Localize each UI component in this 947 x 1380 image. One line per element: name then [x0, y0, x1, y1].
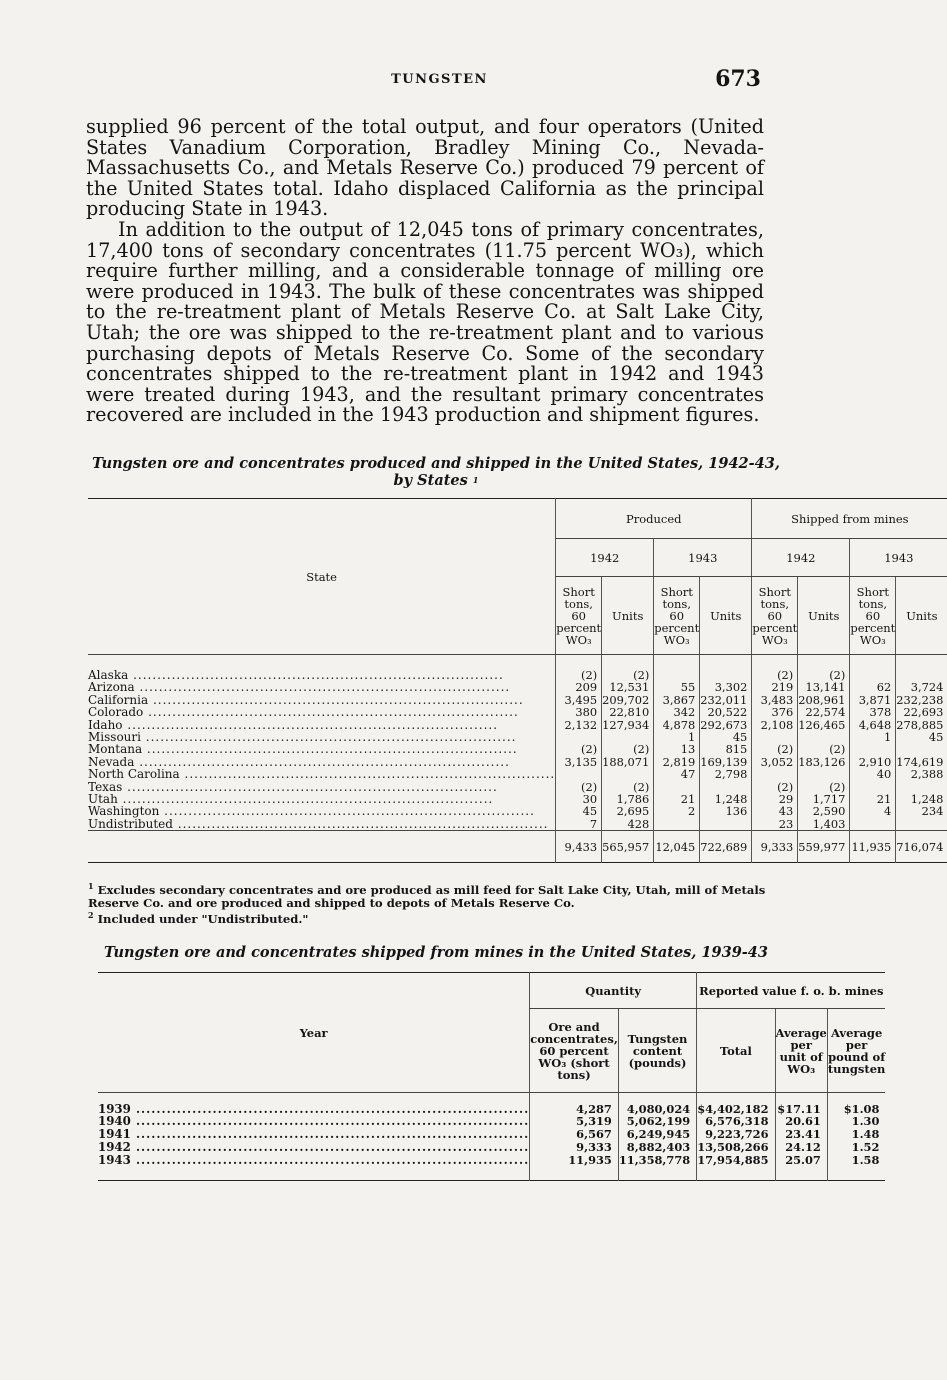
table-cell: 6,576,318	[697, 1115, 775, 1128]
table-cell: 378	[850, 706, 896, 718]
table-cell: 3,302	[700, 681, 752, 693]
table-cell: (2)	[556, 781, 602, 793]
col-total-value: Total	[697, 1009, 775, 1093]
table-row	[88, 805, 947, 817]
table-row	[88, 768, 947, 780]
col-avg-unit: Average per unit of WO₃	[775, 1009, 827, 1093]
table-cell: 3,867	[654, 694, 700, 706]
table-cell	[752, 768, 798, 780]
table-caption	[86, 455, 786, 489]
table-cell: 12,531	[602, 681, 654, 693]
table-cell: 55	[654, 681, 700, 693]
production-table	[88, 498, 947, 863]
table-cell: 1,248	[896, 793, 947, 805]
table-cell: 6,567	[530, 1128, 619, 1141]
table-cell: 183,126	[798, 756, 850, 768]
table-cell: 1.52	[827, 1141, 885, 1154]
table-caption: Tungsten ore and concentrates shipped from mines in the United States, 1939-43	[104, 944, 768, 961]
table-cell: 20.61	[775, 1115, 827, 1128]
table-cell: 11,358,778	[618, 1154, 696, 1167]
table-cell: 25.07	[775, 1154, 827, 1167]
table-cell: 4,878	[654, 719, 700, 731]
table-cell: 4,080,024	[618, 1103, 696, 1116]
table-cell: 188,071	[602, 756, 654, 768]
table-cell: 47	[654, 768, 700, 780]
col-short-tons: Short tons, 60 percent WO₃	[850, 577, 896, 655]
table-cell	[602, 768, 654, 780]
table-row	[88, 681, 947, 693]
table-cell: 169,139	[700, 756, 752, 768]
table-cell: 136	[700, 805, 752, 817]
table-cell: 126,465	[798, 719, 850, 731]
table-cell: 21	[654, 793, 700, 805]
table-cell: 1,403	[798, 818, 850, 831]
table-cell: 234	[896, 805, 947, 817]
table-cell: 45	[896, 731, 947, 743]
table-cell: 9,223,726	[697, 1128, 775, 1141]
table-body	[88, 669, 947, 831]
state-name: Alaska .....	[88, 669, 556, 681]
state-name: Colorado .....	[88, 706, 556, 718]
table-cell: 232,011	[700, 694, 752, 706]
table-cell	[798, 768, 850, 780]
state-name: California .....	[88, 694, 556, 706]
table-cell: (2)	[602, 743, 654, 755]
state-name: Missouri .....	[88, 731, 556, 743]
table-cell: 232,238	[896, 694, 947, 706]
state-name: Montana .....	[88, 743, 556, 755]
table-cell: 1.30	[827, 1115, 885, 1128]
table-cell: 1	[654, 731, 700, 743]
col-year: 1942	[752, 539, 850, 577]
caption-line-2: by States $^1$	[393, 472, 479, 489]
total-cell: 559,977	[798, 831, 850, 863]
col-tungsten-content: Tungsten content (pounds)	[618, 1009, 696, 1093]
col-group-shipped: Shipped from mines	[752, 499, 947, 539]
table-cell	[850, 818, 896, 831]
table-cell: (2)	[602, 781, 654, 793]
table-cell: 8,882,403	[618, 1141, 696, 1154]
year-label: 1940 .....	[98, 1115, 530, 1128]
total-cell: 722,689	[700, 831, 752, 863]
footnote: $^2$ Included under "Undistributed."	[88, 910, 309, 926]
state-name: Idaho .....	[88, 719, 556, 731]
total-cell: 565,957	[602, 831, 654, 863]
table-cell	[556, 768, 602, 780]
col-year: 1943	[654, 539, 752, 577]
table-cell: (2)	[602, 669, 654, 681]
table-cell: 11,935	[530, 1154, 619, 1167]
table-cell: 5,062,199	[618, 1115, 696, 1128]
table-cell: 2	[654, 805, 700, 817]
table-cell: $1.08	[827, 1103, 885, 1116]
table-cell: 5,319	[530, 1115, 619, 1128]
total-cell: 716,074	[896, 831, 947, 863]
table-cell: 40	[850, 768, 896, 780]
col-units: Units	[798, 577, 850, 655]
table-cell: 2,108	[752, 719, 798, 731]
running-title: TUNGSTEN	[391, 72, 488, 87]
table-cell: 1	[850, 731, 896, 743]
col-group-quantity: Quantity	[530, 973, 697, 1009]
table-cell: 174,619	[896, 756, 947, 768]
table-body	[98, 1103, 885, 1167]
table-cell: 29	[752, 793, 798, 805]
table-cell	[850, 743, 896, 755]
col-short-tons: Short tons, 60 percent WO₃	[556, 577, 602, 655]
state-name: Arizona .....	[88, 681, 556, 693]
table-cell: 209,702	[602, 694, 654, 706]
table-cell: 208,961	[798, 694, 850, 706]
table-cell: 342	[654, 706, 700, 718]
table-cell: (2)	[556, 743, 602, 755]
table-cell: 13,141	[798, 681, 850, 693]
year-label: 1941 .....	[98, 1128, 530, 1141]
table-cell: (2)	[752, 669, 798, 681]
table-cell: 292,673	[700, 719, 752, 731]
table-cell: 1,717	[798, 793, 850, 805]
table-cell: 209	[556, 681, 602, 693]
table-cell: 380	[556, 706, 602, 718]
table-row	[88, 818, 947, 831]
table-cell: 815	[700, 743, 752, 755]
table-cell: 2,695	[602, 805, 654, 817]
table-cell: 13,508,266	[697, 1141, 775, 1154]
caption-line: Tungsten ore and concentrates produced and shipped in the United States, 1942-43,	[92, 455, 780, 472]
table-cell: 3,052	[752, 756, 798, 768]
table-cell: 22,693	[896, 706, 947, 718]
col-units: Units	[602, 577, 654, 655]
table-cell: 22,810	[602, 706, 654, 718]
col-group-value: Reported value f. o. b. mines	[697, 973, 886, 1009]
table-cell: 2,798	[700, 768, 752, 780]
col-header-state: State	[88, 499, 556, 655]
table-cell	[896, 743, 947, 755]
table-cell: 2,132	[556, 719, 602, 731]
year-label: 1942 .....	[98, 1141, 530, 1154]
table-cell: 4,287	[530, 1103, 619, 1116]
table-cell: 4	[850, 805, 896, 817]
table-cell: 23	[752, 818, 798, 831]
col-short-tons: Short tons, 60 percent WO₃	[654, 577, 700, 655]
table-cell: 30	[556, 793, 602, 805]
footnote: $^1$ Excludes secondary concentrates and ore produced as mill feed for Salt Lake City, Utah, mill of Metals Reserve Co. and ore produced and shipped to depots of Metals Reserve Co.	[88, 881, 766, 911]
col-group-produced: Produced	[556, 499, 752, 539]
shipments-table	[98, 972, 885, 1181]
table-cell: 43	[752, 805, 798, 817]
state-name: North Carolina .....	[88, 768, 556, 780]
table-cell: 45	[700, 731, 752, 743]
col-short-tons: Short tons, 60 percent WO₃	[752, 577, 798, 655]
table-cell: 17,954,885	[697, 1154, 775, 1167]
table-cell: $4,402,182	[697, 1103, 775, 1116]
table-cell: 219	[752, 681, 798, 693]
table-cell: 3,871	[850, 694, 896, 706]
col-units: Units	[896, 577, 947, 655]
table-cell	[654, 818, 700, 831]
table-cell: 127,934	[602, 719, 654, 731]
col-header-year: Year	[98, 973, 530, 1093]
table-row	[88, 743, 947, 755]
state-name: Texas .....	[88, 781, 556, 793]
table-cell: 3,135	[556, 756, 602, 768]
table-cell: 3,724	[896, 681, 947, 693]
table-cell: (2)	[752, 781, 798, 793]
col-year: 1943	[850, 539, 947, 577]
year-label: 1943 .....	[98, 1154, 530, 1167]
col-year: 1942	[556, 539, 654, 577]
table-cell: 22,574	[798, 706, 850, 718]
table-cell: 428	[602, 818, 654, 831]
total-cell: 9,433	[556, 831, 602, 863]
table-row	[98, 1154, 885, 1167]
state-name: Undistributed .....	[88, 818, 556, 831]
table-cell: $17.11	[775, 1103, 827, 1116]
table-row	[98, 1128, 885, 1141]
paragraph: supplied 96 percent of the total output, and four operators (United States Vanadium Corporation, Bradley Mining Co., Nevada-Massachusetts Co., and Metals Reserve Co.) produced 79 percent of the United States total. Idaho displaced California as the principal producing State in 1943.	[86, 115, 764, 221]
total-cell: 9,333	[752, 831, 798, 863]
table-cell: 23.41	[775, 1128, 827, 1141]
table-row	[88, 706, 947, 718]
total-cell: 11,935	[850, 831, 896, 863]
table-cell: 2,910	[850, 756, 896, 768]
table-cell: 1,248	[700, 793, 752, 805]
table-cell: 1.48	[827, 1128, 885, 1141]
table-row	[98, 1141, 885, 1154]
table-cell: 2,819	[654, 756, 700, 768]
table-cell: 2,388	[896, 768, 947, 780]
table-cell	[896, 818, 947, 831]
state-name: Nevada .....	[88, 756, 556, 768]
total-cell: 12,045	[654, 831, 700, 863]
col-ore-tons: Ore and concentrates, 60 percent WO₃ (short tons)	[530, 1009, 619, 1093]
table-cell: 376	[752, 706, 798, 718]
state-name: Utah .....	[88, 793, 556, 805]
year-label: 1939 .....	[98, 1103, 530, 1116]
table-cell: 2,590	[798, 805, 850, 817]
table-cell: 1.58	[827, 1154, 885, 1167]
table-cell	[700, 818, 752, 831]
table-cell: (2)	[798, 743, 850, 755]
table-cell: 278,885	[896, 719, 947, 731]
table-cell: 3,495	[556, 694, 602, 706]
table-cell: 4,648	[850, 719, 896, 731]
totals-row	[88, 831, 947, 863]
table-cell: 7	[556, 818, 602, 831]
table-cell: 6,249,945	[618, 1128, 696, 1141]
body-text	[86, 117, 764, 426]
table-cell: (2)	[556, 669, 602, 681]
table-cell: 45	[556, 805, 602, 817]
table-cell: 9,333	[530, 1141, 619, 1154]
table-cell: 13	[654, 743, 700, 755]
footnote-mark: 1	[472, 475, 479, 485]
table-cell: 21	[850, 793, 896, 805]
page-number: 673	[715, 66, 761, 92]
table-cell: (2)	[798, 781, 850, 793]
table-cell: 20,522	[700, 706, 752, 718]
table-cell: 24.12	[775, 1141, 827, 1154]
table-cell: 62	[850, 681, 896, 693]
table-cell: (2)	[752, 743, 798, 755]
col-units: Units	[700, 577, 752, 655]
table-cell: (2)	[798, 669, 850, 681]
paragraph: In addition to the output of 12,045 tons of primary concentrates, 17,400 tons of secondary concentrates (11.75 percent WO₃), which require further milling, and a considerable tonnage of milling ore were produced in 1943. The bulk of these concentrates was shipped to the re-treatment plant of Metals Reserve Co. at Salt Lake City, Utah; the ore was shipped to the re-treatment plant and to various purchasing depots of Metals Reserve Co. Some of the secondary concentrates shipped to the re-treatment plant in 1942 and 1943 were treated during 1943, and the resultant primary concentrates recovered are included in the 1943 production and shipment figures.	[86, 217, 764, 427]
col-avg-pound: Average per pound of tungsten	[827, 1009, 885, 1093]
table-cell: 1,786	[602, 793, 654, 805]
table-cell: 3,483	[752, 694, 798, 706]
state-name: Washington .....	[88, 805, 556, 817]
